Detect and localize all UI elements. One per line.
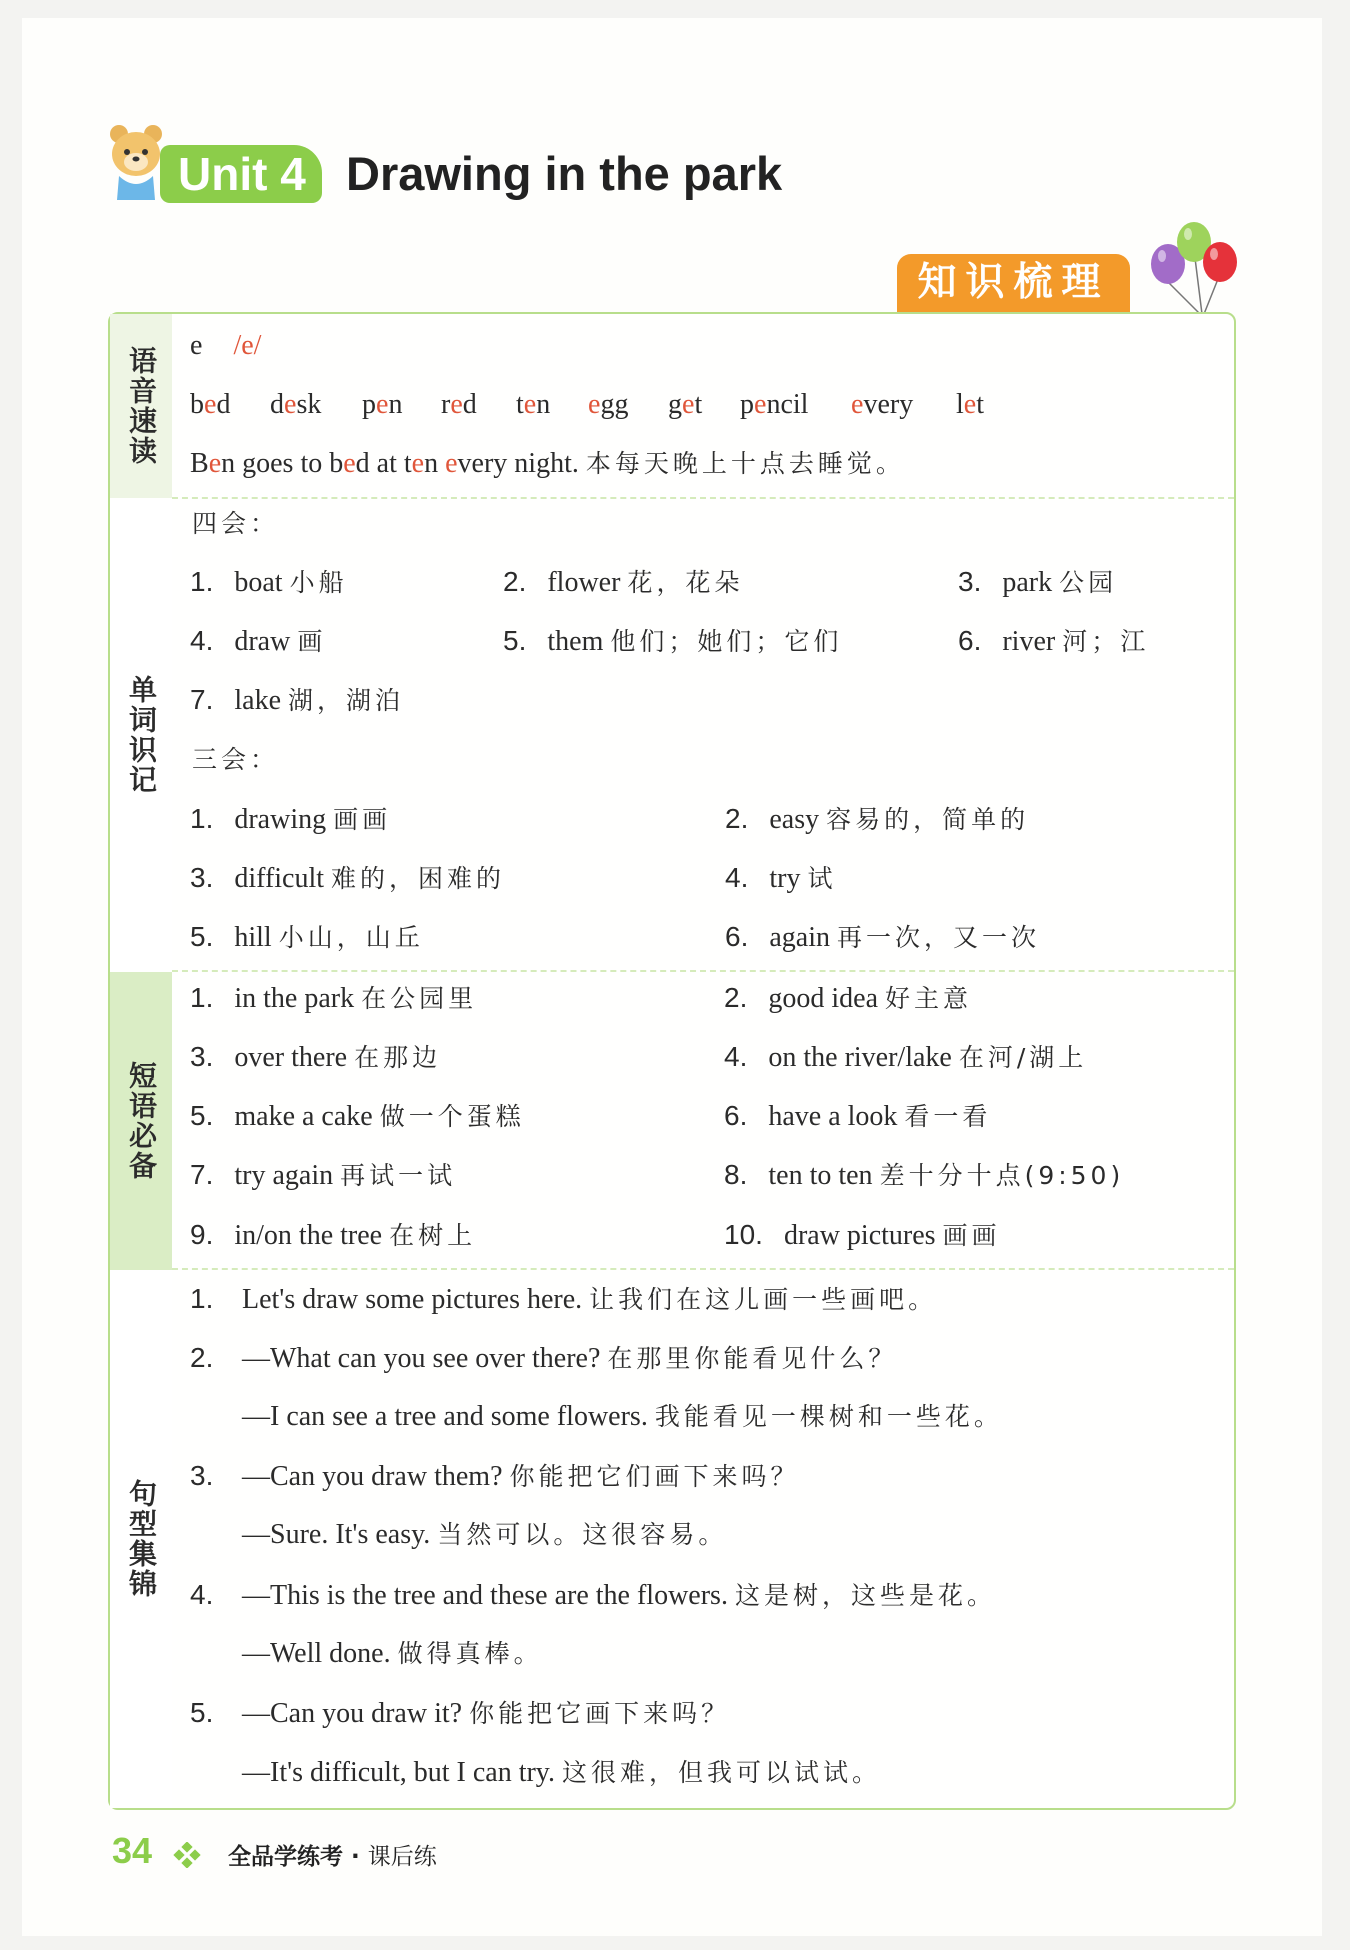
phrase-item: 8. ten to ten 差十分十点(9:50) bbox=[724, 1159, 1125, 1191]
phonics-word: pen bbox=[362, 389, 403, 420]
section-badge: 知识梳理 bbox=[897, 254, 1130, 312]
phrase-item: 3. over there 在那边 bbox=[190, 1041, 442, 1073]
sentence-item: —Well done. 做得真棒。 bbox=[242, 1638, 543, 1669]
word-item: 7. lake 湖，湖泊 bbox=[190, 684, 405, 716]
page-number: 34 bbox=[112, 1830, 153, 1871]
word-item: 3. difficult 难的，困难的 bbox=[190, 862, 506, 894]
word-item: 4. draw 画 bbox=[190, 625, 327, 657]
section-label-phrases: 短语必备 bbox=[125, 1061, 158, 1181]
sentence-item: —It's difficult, but I can try. 这很难，但我可以试试。 bbox=[242, 1757, 881, 1788]
phonics-sound: /e/ bbox=[233, 330, 262, 361]
phrase-item: 6. have a look 看一看 bbox=[724, 1100, 992, 1132]
page-title: Drawing in the park bbox=[346, 147, 783, 200]
word-item: 6. again 再一次，又一次 bbox=[725, 921, 1041, 953]
word-item: 2. easy 容易的，简单的 bbox=[725, 803, 1030, 835]
word-item: 2. flower 花，花朵 bbox=[503, 566, 744, 598]
phonics-word: desk bbox=[270, 389, 322, 420]
footer-brand: 全品学练考 · 课后练 bbox=[228, 1844, 437, 1870]
phonics-word: pencil bbox=[740, 389, 809, 420]
word-item: 3. park 公园 bbox=[958, 566, 1118, 598]
sentence-item: 1. Let's draw some pictures here. 让我们在这儿画一些画吧。 bbox=[190, 1283, 938, 1315]
bear-mascot-icon bbox=[105, 122, 167, 202]
phonics-word: egg bbox=[588, 389, 629, 420]
phonics-letter: e bbox=[190, 330, 203, 361]
phrase-item: 5. make a cake 做一个蛋糕 bbox=[190, 1100, 525, 1132]
three-skills-heading: 三会： bbox=[192, 745, 280, 774]
section-label-words: 单词识记 bbox=[125, 675, 158, 795]
phrase-item: 9. in/on the tree 在树上 bbox=[190, 1219, 477, 1251]
sentence-item: 5. —Can you draw it? 你能把它画下来吗？ bbox=[190, 1697, 731, 1729]
word-item: 5. hill 小山，山丘 bbox=[190, 921, 424, 953]
sentence-item: 2. —What can you see over there? 在那里你能看见什么？ bbox=[190, 1342, 898, 1374]
word-item: 4. try 试 bbox=[725, 862, 837, 894]
word-item: 5. them 他们；她们；它们 bbox=[503, 625, 843, 657]
phrase-item: 4. on the river/lake 在河/湖上 bbox=[724, 1041, 1088, 1073]
diamond-dots-icon bbox=[172, 1842, 202, 1868]
phonics-word: bed bbox=[190, 389, 231, 420]
sentence-item: —I can see a tree and some flowers. 我能看见一棵树和一些花。 bbox=[242, 1401, 1003, 1432]
phrase-item: 1. in the park 在公园里 bbox=[190, 982, 478, 1014]
section-divider bbox=[172, 970, 1234, 972]
sentence-item: 4. —This is the tree and these are the flowers. 这是树，这些是花。 bbox=[190, 1579, 996, 1611]
phonics-word: let bbox=[956, 389, 984, 420]
phonics-word: red bbox=[441, 389, 477, 420]
sentence-item: —Sure. It's easy. 当然可以。这很容易。 bbox=[242, 1519, 728, 1550]
sentence-item: 3. —Can you draw them? 你能把它们画下来吗？ bbox=[190, 1460, 800, 1492]
phonics-word: every bbox=[851, 389, 914, 420]
word-item: 1. drawing 画画 bbox=[190, 803, 392, 835]
section-label-phonics: 语音速读 bbox=[125, 346, 158, 466]
unit-badge: Unit 4 bbox=[160, 145, 322, 203]
section-divider bbox=[172, 1268, 1234, 1270]
phonics-heading bbox=[190, 328, 261, 364]
phrase-item: 7. try again 再试一试 bbox=[190, 1159, 457, 1191]
section-label-sentences: 句型集锦 bbox=[125, 1479, 158, 1599]
section-divider bbox=[172, 497, 1234, 499]
phrase-item: 10. draw pictures 画画 bbox=[724, 1219, 1001, 1251]
phonics-sentence: Ben goes to bed at ten every night. 本每天晚上十点去睡觉。 bbox=[190, 448, 905, 479]
balloons-icon bbox=[1140, 218, 1250, 318]
phrase-item: 2. good idea 好主意 bbox=[724, 982, 973, 1014]
phonics-word: get bbox=[668, 389, 703, 420]
word-item: 6. river 河；江 bbox=[958, 625, 1150, 657]
word-item: 1. boat 小船 bbox=[190, 566, 348, 598]
four-skills-heading: 四会： bbox=[192, 509, 280, 538]
phonics-word: ten bbox=[516, 389, 551, 420]
